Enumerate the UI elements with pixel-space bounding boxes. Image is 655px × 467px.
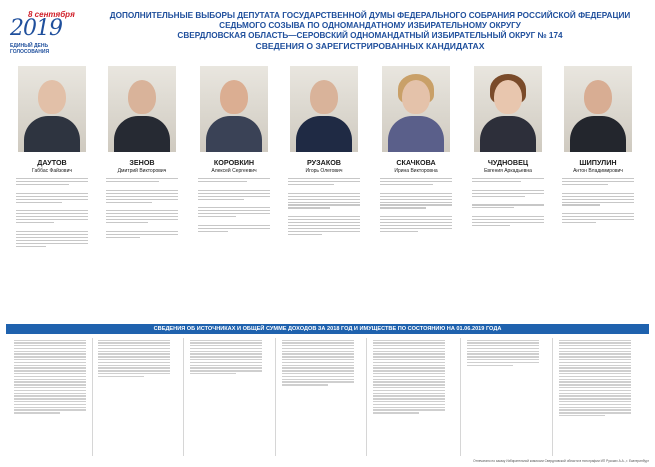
candidate-patronymic: Габбас Файзович (32, 168, 72, 174)
candidate-card (286, 66, 362, 237)
income-column (371, 338, 447, 458)
candidate-card (14, 66, 90, 249)
logo-year: 2019 (10, 16, 62, 41)
candidate-bio (286, 178, 362, 235)
poster-heading (92, 11, 648, 51)
print-footer: Отпечатано по заказу Избирательной комиссии Свердловской области в типографии ИП Русских А.А., г. Екатеринбург (473, 459, 649, 463)
election-logo (6, 10, 78, 60)
candidate-bio (470, 178, 546, 226)
candidate-surname: РУЗАКОВ (306, 158, 342, 167)
candidate-patronymic: Игорь Олегович (305, 168, 343, 174)
candidate-photo (290, 66, 358, 152)
candidate-surname: ЧУДНОВЕЦ (487, 158, 529, 167)
income-column (557, 338, 633, 458)
candidate-patronymic: Евгения Аркадьевна (484, 168, 532, 174)
candidate-surname: СКАЧКОВА (396, 158, 436, 167)
candidate-photo (18, 66, 86, 152)
heading-line1: ДОПОЛНИТЕЛЬНЫЕ ВЫБОРЫ ДЕПУТАТА ГОСУДАРСТВЕННОЙ ДУМЫ ФЕДЕРАЛЬНОГО СОБРАНИЯ РОССИЙСКОЙ ФЕДЕРАЦИИ (109, 11, 631, 20)
candidate-patronymic: Дмитрий Викторович (117, 168, 167, 174)
candidate-bio (196, 178, 272, 232)
heading-line2: СЕДЬМОГО СОЗЫВА ПО ОДНОМАНДАТНОМУ ИЗБИРАТЕЛЬНОМУ ОКРУГУ (219, 21, 521, 30)
candidate-surname: ШИПУЛИН (579, 158, 617, 167)
candidate-photo (474, 66, 542, 152)
candidate-card (196, 66, 272, 234)
logo-line2: ГОЛОСОВАНИЯ (10, 49, 50, 55)
candidate-card (378, 66, 454, 234)
candidate-surname: КОРОВКИН (213, 158, 255, 167)
logo-line1: ЕДИНЫЙ ДЕНЬ (10, 43, 49, 49)
candidate-bio (14, 178, 90, 247)
candidate-patronymic: Алексей Сергеевич (211, 168, 257, 174)
candidate-card (470, 66, 546, 228)
candidate-card (104, 66, 180, 240)
candidate-bio (104, 178, 180, 238)
candidate-patronymic: Ирина Викторовна (394, 168, 438, 174)
candidate-photo (564, 66, 632, 152)
candidate-photo (382, 66, 450, 152)
income-column (12, 338, 88, 458)
income-section-title: СВЕДЕНИЯ ОБ ИСТОЧНИКАХ И ОБЩЕЙ СУММЕ ДОХОДОВ ЗА 2018 ГОД И ИМУЩЕСТВЕ ПО СОСТОЯНИЮ НА 01.06.2019 ГОДА (6, 324, 649, 334)
candidate-card (560, 66, 636, 225)
candidate-bio (378, 178, 454, 232)
income-column (465, 338, 541, 458)
candidate-surname: ЗЕНОВ (129, 158, 155, 167)
income-column (280, 338, 356, 458)
candidate-photo (108, 66, 176, 152)
candidate-bio (560, 178, 636, 223)
income-column (96, 338, 172, 458)
candidate-patronymic: Антон Владимирович (573, 168, 623, 174)
logo-date: 8 сентября (28, 10, 75, 19)
heading-line4: СВЕДЕНИЯ О ЗАРЕГИСТРИРОВАННЫХ КАНДИДАТАХ (255, 41, 485, 51)
heading-line3: СВЕРДЛОВСКАЯ ОБЛАСТЬ—СЕРОВСКИЙ ОДНОМАНДАТНЫЙ ИЗБИРАТЕЛЬНЫЙ ОКРУГ № 174 (177, 31, 563, 40)
candidate-photo (200, 66, 268, 152)
income-column (188, 338, 264, 458)
candidate-surname: ДАУТОВ (37, 158, 67, 167)
